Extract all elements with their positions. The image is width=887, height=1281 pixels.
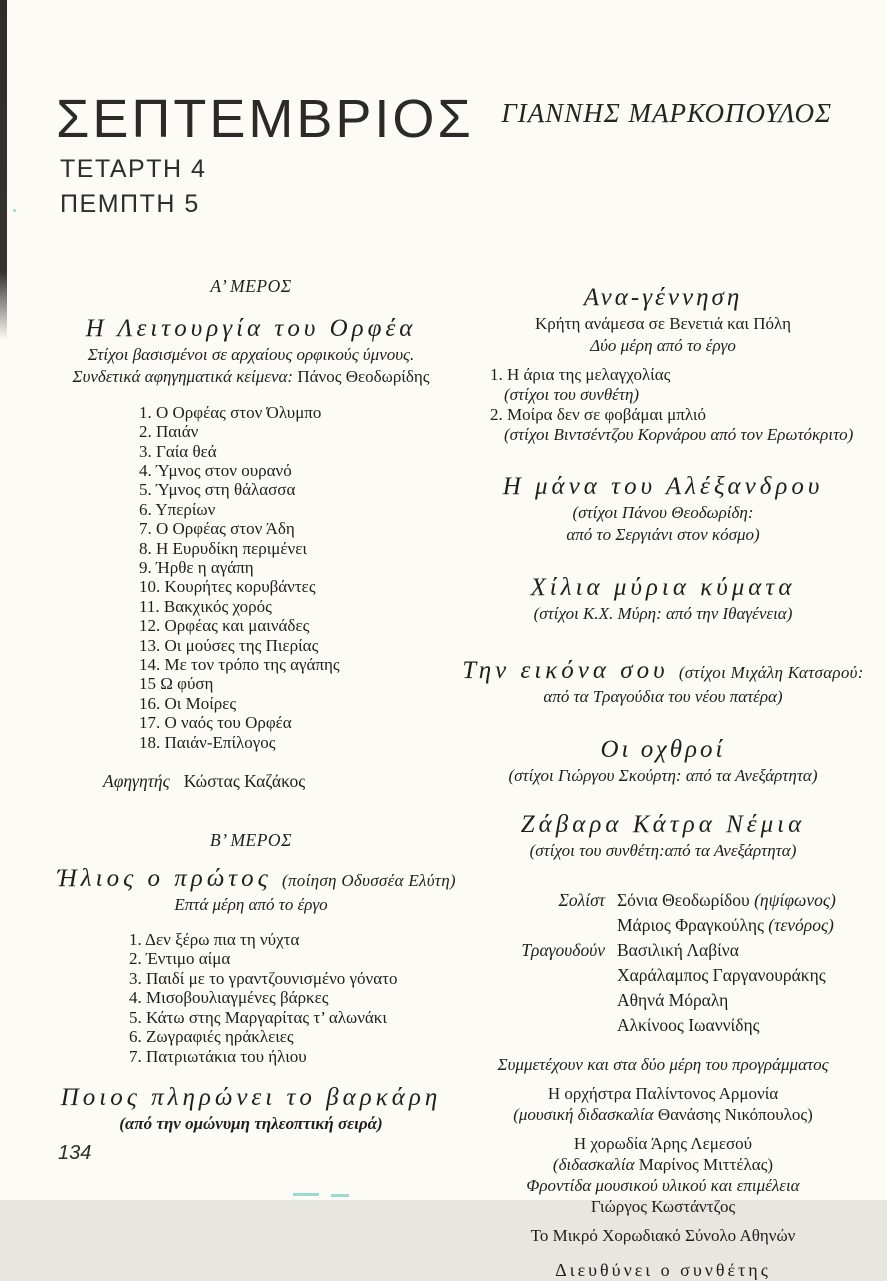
list-item: 4. Μισοβουλιαγμένες βάρκες [129, 988, 329, 1008]
list-item: 6. Ζωγραφιές ηράκλειες [129, 1027, 294, 1047]
list-item: 1. Ο Ορφέας στον Όλυμπο [139, 402, 322, 422]
mana-credit-1: (στίχοι Πάνου Θεοδωρίδη: [572, 503, 754, 522]
work2-title [57, 863, 456, 894]
performer-name: Βασιλική Λαβίνα [617, 939, 739, 960]
list-item: 9. Ήρθε η αγάπη [139, 558, 254, 577]
list-item: 5. Κάτω στης Μαργαρίτας τ’ αλωνάκι [129, 1007, 387, 1027]
performer-row [453, 988, 873, 1013]
work1-subtitle-2-name: Πάνος Θεοδωρίδης [297, 367, 430, 386]
work1-title: Η Λειτουργία του Ορφέα [85, 315, 417, 342]
performer-name: Αθηνά Μόραλη [617, 989, 729, 1010]
list-item: 4. Ύμνος στον ουρανό [139, 460, 292, 480]
list-item: 8. Η Ευρυδίκη περιμένει [139, 538, 307, 558]
music-care-name: Γιώργος Κωστάντζος [590, 1196, 736, 1216]
participation-block [453, 1054, 873, 1281]
page-number: 134 [58, 1142, 92, 1164]
right-column [453, 282, 873, 1281]
ensemble-name: Το Μικρό Χορωδιακό Σύνολο Αθηνών [530, 1225, 796, 1245]
performer-name: Σόνια Θεοδωρίδου (ηψίφωνος) [617, 889, 836, 910]
narrator-line [103, 771, 445, 792]
performer-row [453, 963, 873, 988]
orchestra-credit: (μουσική διδασκαλία Θανάσης Νικόπουλος) [513, 1104, 813, 1124]
work1-subtitle-1: Στίχοι βασισμένοι σε αρχαίους ορφικούς ύμνους. [87, 345, 415, 365]
scan-edge-strip [0, 0, 7, 340]
performer-role: Σολίστ [558, 889, 605, 910]
list-item: 1. Δεν ξέρω πια τη νύχτα [129, 930, 300, 950]
work2-track-list [129, 930, 445, 1066]
orchestra-name: Η ορχήστρα Παλίντονος Αρμονία [547, 1083, 779, 1103]
renaissance-title: Ανα-γέννηση [583, 284, 743, 311]
ochthroi-credit: (στίχοι Γιώργου Σκούρτη: από τα Ανεξάρτητα) [508, 765, 818, 785]
work2-subtitle: Επτά μέρη από το έργο [174, 895, 328, 915]
performers-block [453, 888, 873, 1038]
mana-title: Η μάνα του Αλέξανδρου [502, 472, 824, 500]
performer-row [453, 1013, 873, 1038]
list-item: 2. Έντιμο αίμα [129, 949, 231, 969]
performer-row [453, 913, 873, 938]
scan-artifact [13, 209, 16, 212]
eikona-title-text: Την εικόνα σου [462, 656, 669, 684]
work2-title-text: Ήλιος ο πρώτος [57, 865, 272, 893]
work1-track-list [139, 403, 445, 752]
list-item: 12. Ορφέας και μαινάδες [139, 616, 310, 636]
zavara-credit: (στίχοι του συνθέτη:από τα Ανεξάρτητα) [529, 840, 797, 860]
left-column [57, 276, 456, 1135]
date-thursday: ΠΕΜΠΤΗ 5 [60, 190, 200, 218]
kymata-title: Χίλια μύρια κύματα [530, 573, 796, 601]
work3-title: Ποιος πληρώνει το βαρκάρη [60, 1083, 442, 1111]
list-item: 5. Ύμνος στη θάλασσα [139, 480, 296, 500]
date-wednesday: ΤΕΤΑΡΤΗ 4 [60, 155, 207, 183]
choir-credit: (διδασκαλία Μαρίνος Μιττέλας) [552, 1154, 774, 1174]
renaissance-subtitle-2: Δύο μέρη από το έργο [590, 336, 736, 355]
renaissance-item-2-credit: (στίχοι Βιντσέντζου Κορνάρου από τον Ερωτόκριτο) [504, 424, 854, 444]
list-item: 3. Γαία θεά [139, 441, 217, 461]
performer-row [453, 888, 873, 913]
performer-role [453, 963, 605, 988]
part-a-label: Α’ ΜΕΡΟΣ [210, 276, 292, 296]
performer-name: Μάριος Φραγκούλης (τενόρος) [617, 914, 834, 935]
list-item: 18. Παιάν-Επίλογος [139, 732, 276, 752]
performer-row [453, 938, 873, 963]
work1-subtitle-2-italic: Συνδετικά αφηγηματικά κείμενα: [72, 367, 298, 386]
list-item: 14. Με τον τρόπο της αγάπης [139, 655, 340, 675]
list-item: 15 Ω φύση [139, 674, 214, 694]
participation-note: Συμμετέχουν και στα δύο μέρη του προγράμματος [497, 1054, 829, 1074]
artist-name: ΓΙΑΝΝΗΣ ΜΑΡΚΟΠΟΥΛΟΣ [501, 98, 832, 128]
performer-role [453, 1013, 605, 1038]
conductor-line: Διευθύνει ο συνθέτης [555, 1259, 771, 1280]
performer-role [453, 913, 605, 938]
work2-title-paren: (ποίηση Οδυσσέα Ελύτη) [282, 871, 456, 891]
eikona-title-credit: (στίχοι Μιχάλη Κατσαρού: [678, 662, 864, 682]
performer-role [453, 988, 605, 1013]
scan-artifact [293, 1193, 319, 1196]
list-item: 7. Ο Ορφέας στον Άδη [139, 519, 295, 539]
list-item: 16. Οι Μοίρες [139, 693, 237, 713]
narrator-name: Κώστας Καζάκος [183, 771, 306, 792]
list-item: 3. Παιδί με το γραντζουνισμένο γόνατο [129, 968, 398, 988]
list-item: 2. Παιάν [139, 422, 199, 442]
performer-name: Χαράλαμπος Γαργανουράκης [617, 964, 826, 985]
list-item: 10. Κουρήτες κορυβάντες [139, 577, 316, 597]
work1-subtitle-2 [57, 366, 445, 388]
kymata-credit: (στίχοι Κ.Χ. Μύρη: από την Ιθαγένεια) [533, 603, 793, 623]
list-item: 11. Βακχικός χορός [139, 596, 272, 616]
choir-name: Η χορωδία Άρης Λεμεσού [573, 1133, 753, 1153]
performer-role: Τραγουδούν [521, 939, 605, 960]
eikona-credit-2: από τα Τραγούδια του νέου πατέρα) [543, 686, 783, 706]
list-item: 13. Οι μούσες της Πιερίας [139, 635, 319, 655]
part-b-label: Β’ ΜΕΡΟΣ [210, 830, 292, 851]
mana-credit-2: από το Σεργιάνι στον κόσμο) [566, 524, 760, 544]
performer-name: Αλκίνοος Ιωαννίδης [617, 1014, 760, 1035]
scan-artifact [331, 1194, 349, 1197]
month-title: ΣΕΠΤΕΜΒΡΙΟΣ [56, 89, 474, 149]
music-care-line: Φροντίδα μουσικού υλικού και επιμέλεια [526, 1175, 800, 1195]
list-item: 6. Υπερίων [139, 499, 216, 519]
eikona-title [453, 655, 873, 686]
work3-subtitle: (από την ομώνυμη τηλεοπτική σειρά) [119, 1114, 383, 1134]
ochthroi-title: Οι οχθροί [600, 735, 726, 763]
zavara-title: Ζάβαρα Κάτρα Νέμια [520, 810, 806, 838]
narrator-label: Αφηγητής [103, 771, 170, 792]
renaissance-item-1: 1. Η άρια της μελαγχολίας [490, 364, 671, 384]
renaissance-items [490, 365, 873, 445]
list-item: 17. Ο ναός του Ορφέα [139, 713, 292, 733]
renaissance-subtitle-1: Κρήτη ανάμεσα σε Βενετιά και Πόλη [534, 314, 792, 334]
renaissance-item-1-credit: (στίχοι του συνθέτη) [504, 384, 640, 404]
list-item: 7. Πατριωτάκια του ήλιου [129, 1046, 307, 1066]
renaissance-item-2: 2. Μοίρα δεν σε φοβάμαι μπλιό [490, 404, 706, 424]
